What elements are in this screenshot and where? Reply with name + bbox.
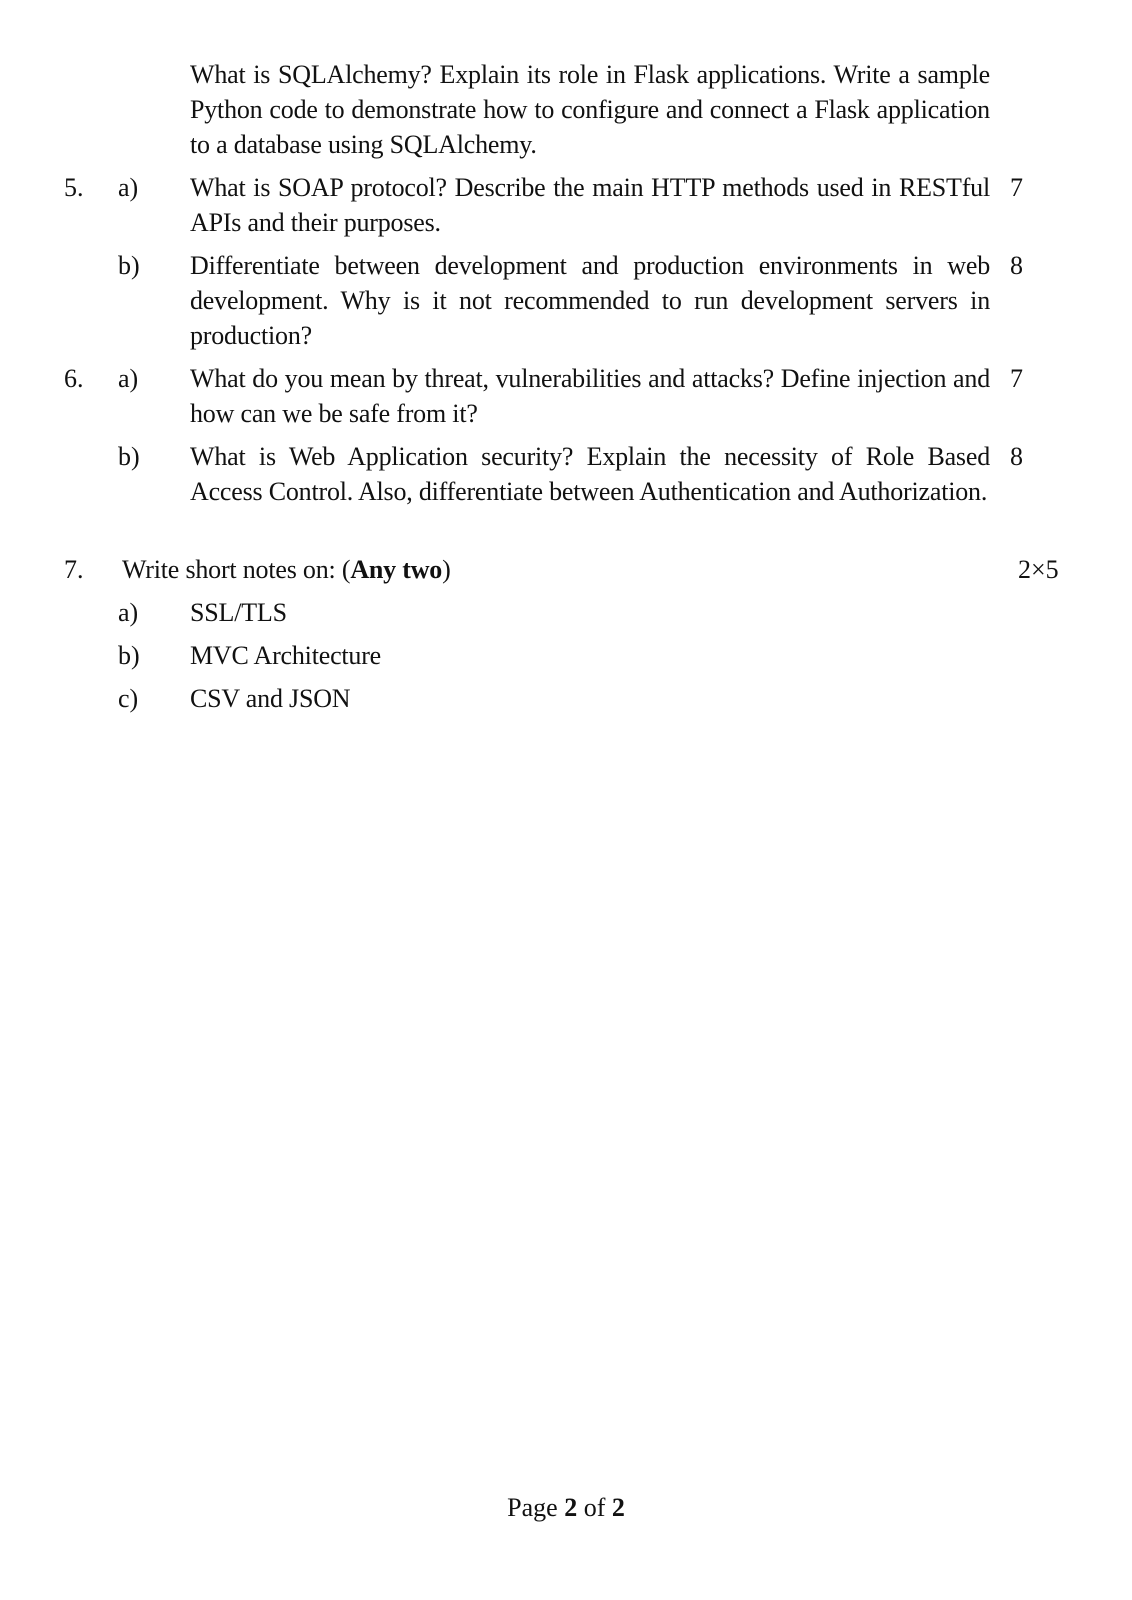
marks: 2×5: [1018, 555, 1059, 584]
prompt-prefix: Write short notes on: (: [122, 555, 351, 584]
marks: 8: [1010, 251, 1023, 280]
marks: 7: [1010, 364, 1023, 393]
marks: 8: [1010, 442, 1023, 471]
footer-prefix: Page: [507, 1493, 565, 1522]
question-text: What is SOAP protocol? Describe the main HTTP methods used in RESTful APIs and their purposes.: [190, 173, 990, 237]
part-label: b): [118, 251, 140, 280]
question-prompt: [122, 552, 922, 587]
question-text: What is Web Application security? Explain the necessity of Role Based Access Control. Also, differentiate between Authentication and Authorization.: [190, 442, 990, 506]
footer-middle: of: [577, 1493, 612, 1522]
option-text: CSV and JSON: [190, 684, 351, 713]
option-text: SSL/TLS: [190, 598, 287, 627]
total-pages: 2: [611, 1493, 625, 1522]
option-label: b): [118, 641, 140, 670]
option-text: MVC Architecture: [190, 641, 382, 670]
part-label: a): [118, 173, 139, 202]
prompt-suffix: ): [442, 555, 451, 584]
question-text: What is SQLAlchemy? Explain its role in Flask applications. Write a sample Python code to demonstrate how to configure and connect a Flask application to a database using SQLAlchemy.: [190, 60, 990, 159]
question-number: 7.: [64, 555, 84, 584]
option-label: c): [118, 684, 139, 713]
question-number: 5.: [64, 173, 84, 202]
prompt-bold: Any two: [350, 555, 443, 584]
option-label: a): [118, 598, 139, 627]
marks: 7: [1010, 173, 1023, 202]
question-text: Differentiate between development and production environments in web development. Why is it not recommended to run development servers in production?: [190, 251, 990, 350]
part-label: a): [118, 364, 139, 393]
current-page: 2: [564, 1493, 578, 1522]
question-number: 6.: [64, 364, 84, 393]
page-number-footer: [0, 1490, 1132, 1525]
question-text: What do you mean by threat, vulnerabilities and attacks? Define injection and how can we be safe from it?: [190, 364, 990, 428]
part-label: b): [118, 442, 140, 471]
